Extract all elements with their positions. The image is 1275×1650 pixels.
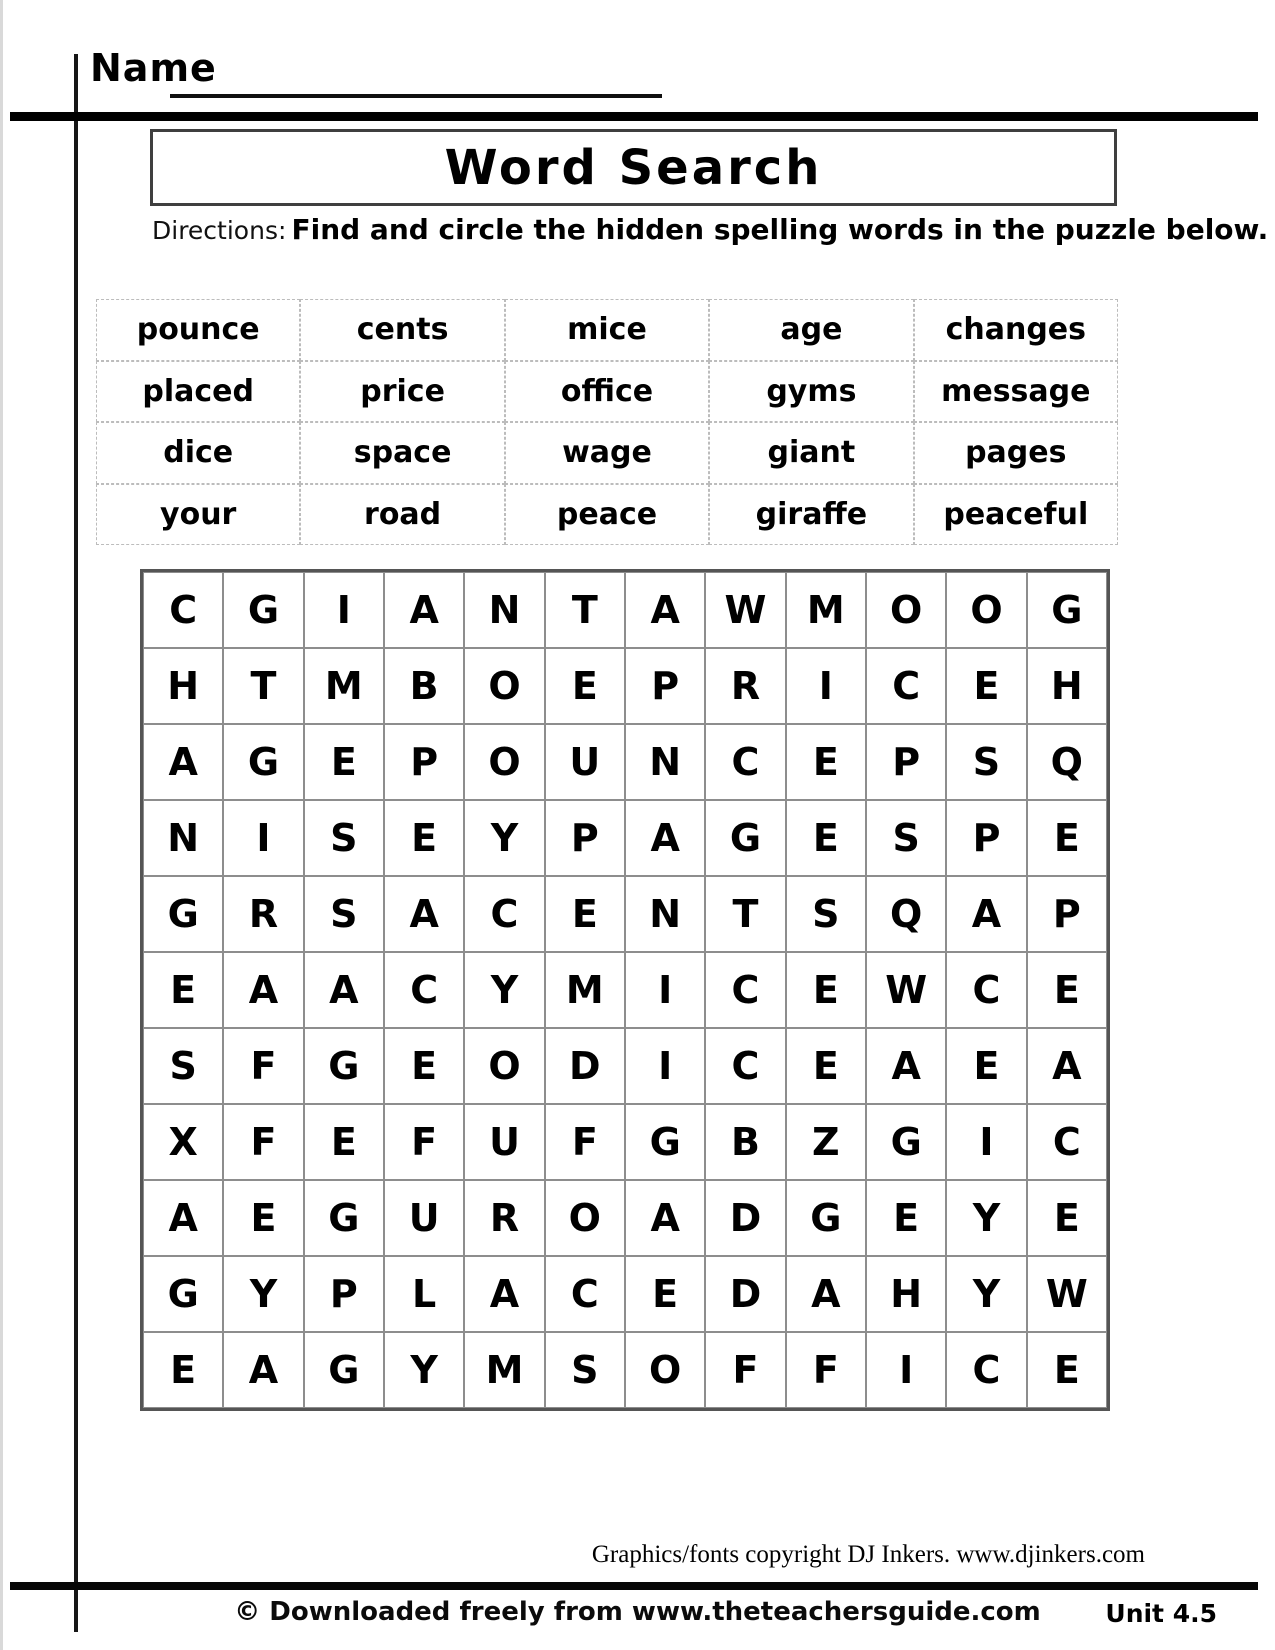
directions-label: Directions: [152, 216, 287, 245]
directions-text: Find and circle the hidden spelling words in the puzzle below. [291, 213, 1269, 246]
puzzle-letter-cell[interactable]: N [143, 800, 223, 876]
word-item: wage [505, 422, 709, 484]
puzzle-letter-cell[interactable]: D [545, 1028, 625, 1104]
puzzle-letter-cell[interactable]: S [946, 724, 1026, 800]
puzzle-letter-cell[interactable]: F [384, 1104, 464, 1180]
puzzle-letter-cell[interactable]: Y [946, 1256, 1026, 1332]
puzzle-letter-cell[interactable]: Q [1027, 724, 1107, 800]
puzzle-letter-cell[interactable]: W [705, 572, 785, 648]
puzzle-letter-cell[interactable]: G [304, 1180, 384, 1256]
puzzle-letter-cell[interactable]: S [866, 800, 946, 876]
puzzle-letter-cell[interactable]: C [384, 952, 464, 1028]
puzzle-letter-cell[interactable]: A [1027, 1028, 1107, 1104]
word-item: mice [505, 299, 709, 361]
word-item: giraffe [709, 484, 913, 546]
word-item: giant [709, 422, 913, 484]
word-item: pounce [96, 299, 300, 361]
puzzle-letter-cell[interactable]: X [143, 1104, 223, 1180]
puzzle-letter-cell[interactable]: G [625, 1104, 705, 1180]
puzzle-letter-cell[interactable]: E [786, 1028, 866, 1104]
puzzle-letter-cell[interactable]: H [1027, 648, 1107, 724]
unit-label: Unit 4.5 [1105, 1599, 1217, 1628]
puzzle-letter-cell[interactable]: A [464, 1256, 544, 1332]
word-item: price [300, 361, 504, 423]
puzzle-letter-cell[interactable]: I [946, 1104, 1026, 1180]
puzzle-letter-cell[interactable]: C [866, 648, 946, 724]
puzzle-letter-cell[interactable]: U [545, 724, 625, 800]
puzzle-letter-cell[interactable]: C [545, 1256, 625, 1332]
puzzle-letter-cell[interactable]: P [946, 800, 1026, 876]
word-item: age [709, 299, 913, 361]
puzzle-letter-cell[interactable]: B [384, 648, 464, 724]
puzzle-letter-cell[interactable]: E [786, 724, 866, 800]
puzzle-letter-cell[interactable]: P [1027, 876, 1107, 952]
puzzle-letter-cell[interactable]: W [866, 952, 946, 1028]
puzzle-letter-cell[interactable]: O [946, 572, 1026, 648]
puzzle-letter-cell[interactable]: G [866, 1104, 946, 1180]
puzzle-letter-cell[interactable]: I [786, 648, 866, 724]
puzzle-letter-cell[interactable]: M [545, 952, 625, 1028]
puzzle-letter-cell[interactable]: A [625, 1180, 705, 1256]
margin-rule-line [74, 54, 78, 1632]
puzzle-letter-cell[interactable]: S [304, 876, 384, 952]
name-label: Name [90, 46, 217, 90]
scan-edge-line [0, 0, 3, 1650]
puzzle-letter-cell[interactable]: C [464, 876, 544, 952]
puzzle-letter-cell[interactable]: P [866, 724, 946, 800]
puzzle-letter-cell[interactable]: C [705, 1028, 785, 1104]
puzzle-letter-cell[interactable]: A [625, 800, 705, 876]
word-item: pages [914, 422, 1118, 484]
puzzle-letter-cell[interactable]: R [223, 876, 303, 952]
puzzle-letter-cell[interactable]: G [304, 1332, 384, 1408]
puzzle-letter-cell[interactable]: R [464, 1180, 544, 1256]
puzzle-letter-cell[interactable]: H [866, 1256, 946, 1332]
puzzle-letter-cell[interactable]: E [545, 648, 625, 724]
header-divider-rule [10, 112, 1258, 121]
puzzle-letter-cell[interactable]: O [866, 572, 946, 648]
puzzle-letter-cell[interactable]: T [705, 876, 785, 952]
puzzle-letter-cell[interactable]: S [786, 876, 866, 952]
puzzle-letter-cell[interactable]: S [304, 800, 384, 876]
puzzle-letter-cell[interactable]: E [625, 1256, 705, 1332]
puzzle-letter-cell[interactable]: Y [464, 800, 544, 876]
puzzle-letter-cell[interactable]: T [545, 572, 625, 648]
puzzle-letter-cell[interactable]: C [705, 724, 785, 800]
word-item: changes [914, 299, 1118, 361]
puzzle-letter-cell[interactable]: E [223, 1180, 303, 1256]
puzzle-letter-cell[interactable]: E [1027, 952, 1107, 1028]
word-item: your [96, 484, 300, 546]
puzzle-letter-cell[interactable]: R [705, 648, 785, 724]
word-item: office [505, 361, 709, 423]
puzzle-letter-cell[interactable]: O [464, 1028, 544, 1104]
word-item: peaceful [914, 484, 1118, 546]
word-item: gyms [709, 361, 913, 423]
puzzle-letter-cell[interactable]: I [625, 952, 705, 1028]
puzzle-letter-cell[interactable]: M [464, 1332, 544, 1408]
puzzle-letter-cell[interactable]: G [705, 800, 785, 876]
word-item: space [300, 422, 504, 484]
word-list [96, 299, 1118, 545]
puzzle-letter-cell[interactable]: G [223, 724, 303, 800]
name-blank-line[interactable] [170, 94, 662, 98]
puzzle-letter-cell[interactable]: E [786, 800, 866, 876]
puzzle-letter-cell[interactable]: G [223, 572, 303, 648]
puzzle-letter-cell[interactable]: I [304, 572, 384, 648]
puzzle-letter-cell[interactable]: F [786, 1332, 866, 1408]
puzzle-letter-cell[interactable]: E [384, 800, 464, 876]
puzzle-letter-cell[interactable]: A [143, 1180, 223, 1256]
puzzle-letter-cell[interactable]: C [946, 1332, 1026, 1408]
puzzle-letter-cell[interactable]: Y [464, 952, 544, 1028]
puzzle-letter-cell[interactable]: I [625, 1028, 705, 1104]
word-item: message [914, 361, 1118, 423]
puzzle-letter-cell[interactable]: E [1027, 800, 1107, 876]
puzzle-letter-cell[interactable]: I [223, 800, 303, 876]
puzzle-letter-cell[interactable]: M [786, 572, 866, 648]
puzzle-letter-cell[interactable]: N [625, 724, 705, 800]
puzzle-letter-cell[interactable]: A [786, 1256, 866, 1332]
puzzle-letter-cell[interactable]: E [545, 876, 625, 952]
page-title: Word Search [444, 139, 823, 196]
puzzle-letter-cell[interactable]: U [464, 1104, 544, 1180]
puzzle-letter-cell[interactable]: T [223, 648, 303, 724]
download-note: © Downloaded freely from www.theteachersguide.com [234, 1597, 1041, 1627]
puzzle-letter-cell[interactable]: E [786, 952, 866, 1028]
puzzle-letter-cell[interactable]: A [625, 572, 705, 648]
puzzle-letter-cell[interactable]: C [143, 572, 223, 648]
puzzle-letter-cell[interactable]: C [1027, 1104, 1107, 1180]
puzzle-letter-cell[interactable]: P [625, 648, 705, 724]
puzzle-letter-cell[interactable]: G [1027, 572, 1107, 648]
puzzle-letter-cell[interactable]: A [866, 1028, 946, 1104]
puzzle-letter-cell[interactable]: A [223, 1332, 303, 1408]
puzzle-letter-cell[interactable]: P [384, 724, 464, 800]
word-item: road [300, 484, 504, 546]
puzzle-letter-cell[interactable]: E [866, 1180, 946, 1256]
puzzle-letter-cell[interactable]: G [304, 1028, 384, 1104]
puzzle-letter-cell[interactable]: Z [786, 1104, 866, 1180]
puzzle-letter-cell[interactable]: N [625, 876, 705, 952]
puzzle-letter-cell[interactable]: I [866, 1332, 946, 1408]
directions-line [152, 213, 1269, 246]
puzzle-letter-cell[interactable]: D [705, 1180, 785, 1256]
puzzle-letter-cell[interactable]: E [304, 724, 384, 800]
puzzle-letter-cell[interactable]: E [1027, 1332, 1107, 1408]
puzzle-letter-cell[interactable]: E [384, 1028, 464, 1104]
puzzle-letter-cell[interactable]: N [464, 572, 544, 648]
puzzle-letter-cell[interactable]: O [545, 1180, 625, 1256]
graphics-credit: Graphics/fonts copyright DJ Inkers. www.djinkers.com [591, 1541, 1145, 1568]
word-item: cents [300, 299, 504, 361]
word-item: placed [96, 361, 300, 423]
puzzle-letter-cell[interactable]: Y [223, 1256, 303, 1332]
puzzle-letter-cell[interactable]: H [143, 648, 223, 724]
puzzle-letter-cell[interactable]: C [946, 952, 1026, 1028]
puzzle-letter-cell[interactable]: A [223, 952, 303, 1028]
puzzle-letter-cell[interactable]: P [545, 800, 625, 876]
puzzle-letter-cell[interactable]: L [384, 1256, 464, 1332]
puzzle-letter-cell[interactable]: D [705, 1256, 785, 1332]
puzzle-letter-cell[interactable]: W [1027, 1256, 1107, 1332]
puzzle-letter-cell[interactable]: A [304, 952, 384, 1028]
puzzle-letter-cell[interactable]: E [946, 1028, 1026, 1104]
puzzle-letter-cell[interactable]: E [946, 648, 1026, 724]
puzzle-letter-cell[interactable]: U [384, 1180, 464, 1256]
title-box [150, 129, 1117, 206]
puzzle-letter-cell[interactable]: S [143, 1028, 223, 1104]
puzzle-letter-cell[interactable]: G [786, 1180, 866, 1256]
puzzle-letter-cell[interactable]: A [946, 876, 1026, 952]
puzzle-letter-cell[interactable]: F [705, 1332, 785, 1408]
puzzle-letter-cell[interactable]: O [464, 724, 544, 800]
puzzle-letter-cell[interactable]: O [464, 648, 544, 724]
puzzle-letter-cell[interactable]: C [705, 952, 785, 1028]
puzzle-letter-cell[interactable]: Y [384, 1332, 464, 1408]
footer-divider-rule [10, 1582, 1258, 1590]
puzzle-letter-cell[interactable]: Q [866, 876, 946, 952]
puzzle-letter-cell[interactable]: G [143, 876, 223, 952]
puzzle-letter-cell[interactable]: F [223, 1104, 303, 1180]
puzzle-letter-cell[interactable]: A [384, 572, 464, 648]
word-item: dice [96, 422, 300, 484]
puzzle-letter-cell[interactable]: Y [946, 1180, 1026, 1256]
puzzle-letter-cell[interactable]: B [705, 1104, 785, 1180]
puzzle-letter-cell[interactable]: A [143, 724, 223, 800]
puzzle-letter-cell[interactable]: F [223, 1028, 303, 1104]
puzzle-letter-cell[interactable]: E [1027, 1180, 1107, 1256]
puzzle-letter-cell[interactable]: E [304, 1104, 384, 1180]
word-item: peace [505, 484, 709, 546]
puzzle-grid [140, 569, 1110, 1411]
puzzle-letter-cell[interactable]: M [304, 648, 384, 724]
puzzle-letter-cell[interactable]: F [545, 1104, 625, 1180]
puzzle-letter-cell[interactable]: S [545, 1332, 625, 1408]
puzzle-letter-cell[interactable]: P [304, 1256, 384, 1332]
puzzle-letter-cell[interactable]: E [143, 952, 223, 1028]
puzzle-letter-cell[interactable]: G [143, 1256, 223, 1332]
puzzle-letter-cell[interactable]: A [384, 876, 464, 952]
puzzle-letter-cell[interactable]: O [625, 1332, 705, 1408]
puzzle-letter-cell[interactable]: E [143, 1332, 223, 1408]
